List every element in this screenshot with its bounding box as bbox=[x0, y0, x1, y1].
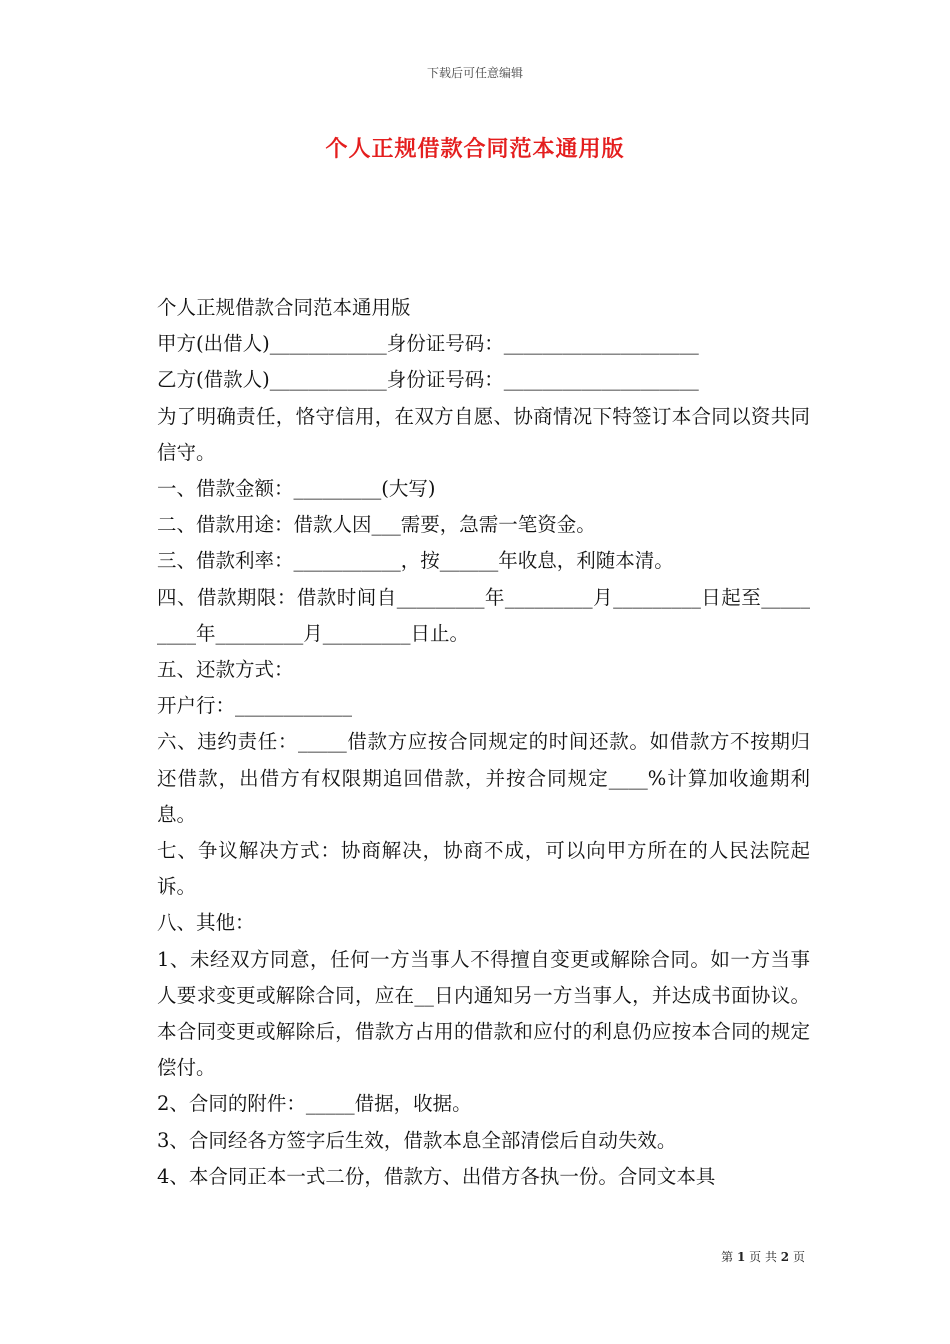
other-item-4: 4、本合同正本一式二份，借款方、出借方各执一份。合同文本具 bbox=[157, 1164, 716, 1188]
clause-interest: 三、借款利率：___________，按______年收息，利随本清。 bbox=[157, 549, 674, 573]
clause-other: 八、其他： bbox=[157, 911, 255, 935]
other-item-3: 3、合同经各方签字后生效，借款本息全部清偿后自动失效。 bbox=[157, 1128, 677, 1152]
clause-liability: 六、违约责任：_____借款方应按合同规定的时间还款。如借款方不按期归还借款，出借方有权限期追回借款，并按合同规定____%计算加收逾期利息。 bbox=[157, 730, 810, 826]
document-body bbox=[145, 290, 810, 1195]
total-pages: 2 bbox=[780, 1250, 790, 1264]
page-suffix: 页 bbox=[792, 1250, 805, 1264]
clause-amount: 一、借款金额：_________(大写) bbox=[157, 477, 436, 501]
other-item-2: 2、合同的附件：_____借据，收据。 bbox=[157, 1092, 472, 1116]
clause-dispute: 七、争议解决方式：协商解决，协商不成，可以向甲方所在的人民法院起诉。 bbox=[157, 839, 810, 899]
page-prefix: 第 bbox=[721, 1250, 734, 1264]
header-note: 下载后可任意编辑 bbox=[426, 66, 523, 80]
clause-repayment: 五、还款方式： bbox=[157, 658, 294, 682]
document-title: 个人正规借款合同范本通用版 bbox=[325, 136, 625, 162]
page-number bbox=[721, 1248, 805, 1265]
page-middle: 页 共 bbox=[749, 1250, 777, 1264]
clause-purpose: 二、借款用途：借款人因___需要，急需一笔资金。 bbox=[157, 513, 596, 537]
clause-term: 四、借款期限：借款时间自_________年_________月_________日起至_________年_________月_________日止。 bbox=[157, 585, 810, 645]
paragraph-preamble: 为了明确责任，恪守信用，在双方自愿、协商情况下特签订本合同以资共同信守。 bbox=[157, 404, 810, 464]
paragraph-borrower: 乙方(借款人)____________身份证号码：____________________ bbox=[157, 368, 699, 392]
paragraph-lender: 甲方(出借人)____________身份证号码：____________________ bbox=[157, 332, 699, 356]
other-item-1: 1、未经双方同意，任何一方当事人不得擅自变更或解除合同。如一方当事人要求变更或解除合同，应在__日内通知另一方当事人，并达成书面协议。本合同变更或解除后，借款方占用的借款和应付的利息仍应按本合同的规定偿付。 bbox=[157, 947, 810, 1080]
paragraph-heading: 个人正规借款合同范本通用版 bbox=[157, 296, 411, 319]
current-page: 1 bbox=[736, 1250, 746, 1264]
clause-bank: 开户行：____________ bbox=[157, 694, 353, 718]
